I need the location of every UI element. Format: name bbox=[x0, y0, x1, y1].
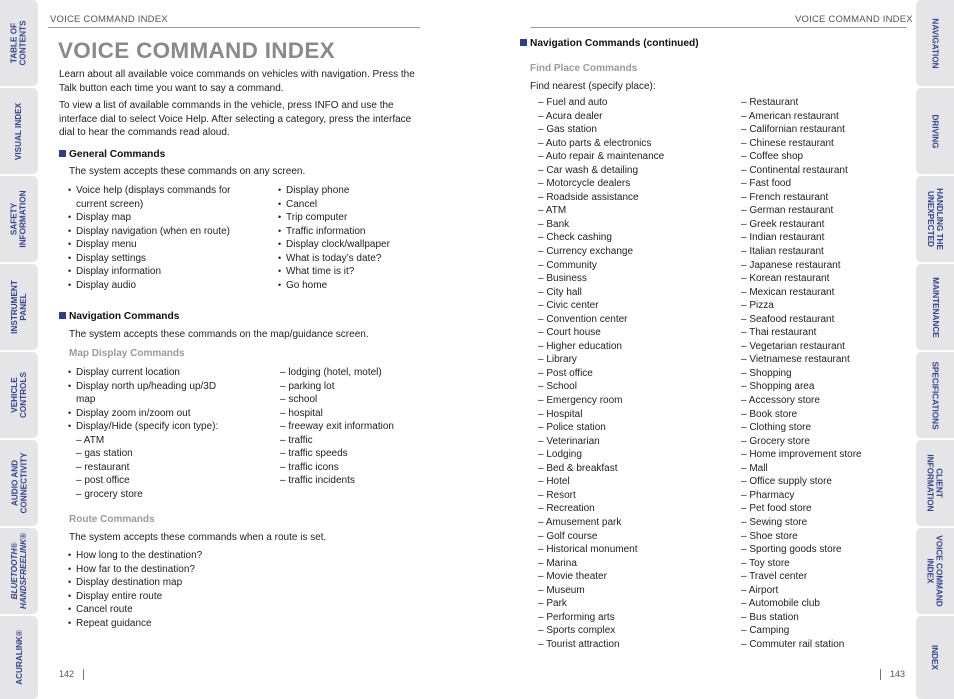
tab-label: VISUAL INDEX bbox=[14, 102, 24, 160]
route-commands-desc: The system accepts these commands when a route is set. bbox=[69, 532, 327, 543]
navigation-continued-heading bbox=[520, 38, 699, 49]
left-header-rule bbox=[48, 27, 420, 28]
list-item: – Shopping bbox=[741, 367, 792, 379]
list-subitem: – restaurant bbox=[76, 461, 130, 473]
list-item: • How far to the destination? bbox=[68, 563, 318, 577]
left-page-number-divider bbox=[83, 669, 84, 680]
tab-label: MAINTENANCE bbox=[930, 276, 940, 338]
route-commands-heading: Route Commands bbox=[69, 514, 155, 525]
list-item: • Display north up/heading up/3D map bbox=[68, 380, 236, 407]
list-item: – ATM bbox=[538, 205, 567, 217]
list-item: – Clothing store bbox=[741, 422, 812, 434]
list-item: – Continental restaurant bbox=[741, 164, 848, 176]
list-item: – Korean restaurant bbox=[741, 273, 830, 285]
list-item: – Historical monument bbox=[538, 544, 638, 556]
general-commands-heading bbox=[59, 149, 165, 160]
list-subitem: – freeway exit information bbox=[280, 421, 394, 433]
list-item: • Display destination map bbox=[68, 576, 318, 590]
list-item: – Commuter rail station bbox=[741, 638, 845, 650]
list-item: • Display navigation (when en route) bbox=[68, 225, 268, 239]
list-item: • Repeat guidance bbox=[68, 617, 318, 631]
list-item: – Recreation bbox=[538, 503, 595, 515]
list-item: • Display/Hide (specify icon type): bbox=[68, 420, 268, 434]
list-item: – Marina bbox=[538, 557, 577, 569]
right-header-rule bbox=[531, 27, 907, 28]
tab-index[interactable] bbox=[916, 616, 954, 699]
navigation-commands-heading bbox=[59, 311, 179, 322]
list-item: – Tourist attraction bbox=[538, 638, 620, 650]
list-item: – Car wash & detailing bbox=[538, 164, 639, 176]
list-item: • Display map bbox=[68, 211, 268, 225]
list-item: • Cancel bbox=[278, 198, 418, 212]
list-item: – Book store bbox=[741, 408, 798, 420]
tab-client-information[interactable] bbox=[916, 440, 954, 526]
list-item: – Camping bbox=[741, 625, 790, 637]
list-item: – Fast food bbox=[741, 178, 792, 190]
list-item: – Amusement park bbox=[538, 516, 622, 528]
list-item: – Emergency room bbox=[538, 395, 623, 407]
list-item: – Auto parts & electronics bbox=[538, 137, 652, 149]
list-subitem: – ATM bbox=[76, 434, 105, 446]
map-display-list-1 bbox=[68, 366, 268, 501]
list-item: – Gas station bbox=[538, 124, 597, 136]
tab-label: SAFETY INFORMATION bbox=[10, 190, 28, 248]
list-item: – Automobile club bbox=[741, 598, 820, 610]
tab-label: ACURALINK® bbox=[14, 630, 24, 685]
list-item: • Display zoom in/zoom out bbox=[68, 407, 268, 421]
list-item: – Pizza bbox=[741, 300, 774, 312]
left-page-number: 142 bbox=[59, 669, 75, 679]
list-item: – Pet food store bbox=[741, 503, 812, 515]
find-place-list-1 bbox=[538, 96, 733, 651]
right-section-tabs bbox=[916, 0, 954, 699]
list-item: – Civic center bbox=[538, 300, 599, 312]
list-item: – Greek restaurant bbox=[741, 218, 825, 230]
list-item: – Fuel and auto bbox=[538, 97, 608, 108]
list-item: – City hall bbox=[538, 286, 582, 298]
list-item: – Shoe store bbox=[741, 530, 798, 542]
list-item: • Display menu bbox=[68, 238, 268, 252]
list-item: – Office supply store bbox=[741, 476, 832, 488]
list-item: – Vegetarian restaurant bbox=[741, 340, 845, 352]
list-item: • What is today’s date? bbox=[278, 252, 418, 266]
tab-label: BLUETOOTH® HANDSFREELINK® bbox=[10, 532, 28, 610]
tab-label: SPECIFICATIONS bbox=[930, 360, 940, 430]
list-item: – Shopping area bbox=[741, 381, 815, 393]
list-item: – Veterinarian bbox=[538, 435, 600, 447]
list-subitem: – traffic bbox=[280, 434, 313, 446]
list-item: • How long to the destination? bbox=[68, 549, 318, 563]
list-item: – French restaurant bbox=[741, 191, 829, 203]
list-item: – Airport bbox=[741, 584, 779, 596]
list-item: – Sewing store bbox=[741, 516, 808, 528]
list-item: – Californian restaurant bbox=[741, 124, 845, 136]
list-item: – Pharmacy bbox=[741, 489, 795, 501]
tab-label: TABLE OF CONTENTS bbox=[10, 20, 28, 66]
list-item: – American restaurant bbox=[741, 110, 839, 122]
tab-label: HANDLING THE UNEXPECTED bbox=[926, 188, 945, 250]
list-item: – Bus station bbox=[741, 611, 799, 623]
list-item: – Park bbox=[538, 598, 567, 610]
list-item: – Post office bbox=[538, 367, 593, 379]
tab-handling-the-unexpected[interactable] bbox=[916, 176, 954, 262]
list-item: • Display phone bbox=[278, 184, 418, 198]
section-marker bbox=[59, 312, 66, 319]
tab-maintenance[interactable] bbox=[916, 264, 954, 350]
general-commands-heading-text: General Commands bbox=[69, 149, 166, 160]
tab-specifications[interactable] bbox=[916, 352, 954, 438]
list-item: – Bed & breakfast bbox=[538, 462, 618, 474]
list-subitem: – hospital bbox=[280, 407, 323, 419]
tab-bluetooth-handsfreelink[interactable] bbox=[0, 528, 38, 614]
tab-label: AUDIO AND CONNECTIVITY bbox=[10, 452, 28, 514]
section-marker bbox=[59, 150, 66, 157]
list-item: – Mexican restaurant bbox=[741, 286, 835, 298]
tab-driving[interactable] bbox=[916, 88, 954, 174]
list-item: • Display entire route bbox=[68, 590, 318, 604]
list-item: – Movie theater bbox=[538, 571, 607, 583]
list-item: – Resort bbox=[538, 489, 576, 501]
tab-visual-index[interactable] bbox=[0, 88, 38, 174]
list-item: – Museum bbox=[538, 584, 585, 596]
navigation-commands-heading-text: Navigation Commands bbox=[69, 311, 180, 322]
tab-table-of-contents[interactable] bbox=[0, 0, 38, 86]
list-item: – Check cashing bbox=[538, 232, 612, 244]
list-item: – Thai restaurant bbox=[741, 327, 817, 339]
tab-instrument-panel[interactable] bbox=[0, 264, 38, 350]
list-item: – Community bbox=[538, 259, 597, 271]
left-running-head: VOICE COMMAND INDEX bbox=[50, 14, 168, 25]
tab-label: VOICE COMMAND INDEX bbox=[926, 535, 945, 607]
tab-safety-information[interactable] bbox=[0, 176, 38, 262]
tab-audio-connectivity[interactable] bbox=[0, 440, 38, 526]
navigation-commands-desc: The system accepts these commands on the map/guidance screen. bbox=[69, 329, 369, 340]
list-item: – Restaurant bbox=[741, 97, 799, 108]
list-item: – Home improvement store bbox=[741, 449, 862, 461]
list-item: • Display information bbox=[68, 265, 268, 279]
find-place-intro: Find nearest (specify place): bbox=[530, 81, 656, 92]
list-subitem: – traffic speeds bbox=[280, 448, 348, 460]
tab-label: INDEX bbox=[930, 644, 940, 671]
list-item: – Italian restaurant bbox=[741, 246, 824, 258]
list-item: – Library bbox=[538, 354, 577, 366]
list-item: – Business bbox=[538, 273, 587, 285]
list-subitem: – lodging (hotel, motel) bbox=[280, 367, 382, 378]
list-item: – Toy store bbox=[741, 557, 790, 569]
intro-paragraph-2: To view a list of available commands in the vehicle, press INFO and use the interface dial to select Voice Help. After selecting a category, press the interface dial to hear the commands read aloud. bbox=[59, 100, 412, 139]
list-item: – Indian restaurant bbox=[741, 232, 825, 244]
map-display-commands-heading: Map Display Commands bbox=[69, 348, 185, 359]
route-commands-list bbox=[68, 549, 318, 630]
right-page-number: 143 bbox=[890, 669, 906, 679]
general-commands-desc: The system accepts these commands on any screen. bbox=[69, 166, 306, 177]
list-item: • Traffic information bbox=[278, 225, 418, 239]
list-item: – Japanese restaurant bbox=[741, 259, 841, 271]
list-item: – Motorcycle dealers bbox=[538, 178, 631, 190]
list-item: • What time is it? bbox=[278, 265, 418, 279]
list-item: – Roadside assistance bbox=[538, 191, 639, 203]
list-item: – Convention center bbox=[538, 313, 628, 325]
list-item: – Seafood restaurant bbox=[741, 313, 835, 325]
list-item: – Grocery store bbox=[741, 435, 810, 447]
list-item: – Police station bbox=[538, 422, 606, 434]
list-item: – Hospital bbox=[538, 408, 583, 420]
list-item: – Sporting goods store bbox=[741, 544, 842, 556]
list-item: – Auto repair & maintenance bbox=[538, 151, 665, 163]
intro-paragraph-1: Learn about all available voice commands on vehicles with navigation. Press the Talk button each time you want to say a command. bbox=[59, 69, 415, 94]
navigation-continued-heading-text: Navigation Commands (continued) bbox=[530, 38, 699, 49]
list-item: – Chinese restaurant bbox=[741, 137, 834, 149]
tab-vehicle-controls[interactable] bbox=[0, 352, 38, 438]
list-subitem: – school bbox=[280, 394, 318, 406]
list-subitem: – traffic incidents bbox=[280, 475, 355, 487]
tab-acuralink[interactable] bbox=[0, 616, 38, 699]
list-subitem: – grocery store bbox=[76, 488, 143, 500]
list-item: – Currency exchange bbox=[538, 246, 634, 258]
list-item: • Trip computer bbox=[278, 211, 418, 225]
map-display-list-2 bbox=[280, 366, 420, 488]
tab-label: DRIVING bbox=[930, 113, 940, 149]
left-section-tabs bbox=[0, 0, 38, 699]
right-running-head: VOICE COMMAND INDEX bbox=[795, 14, 913, 25]
section-marker bbox=[520, 39, 527, 46]
list-item: • Display settings bbox=[68, 252, 268, 266]
list-item: – Acura dealer bbox=[538, 110, 603, 122]
right-page-number-divider bbox=[880, 669, 881, 680]
list-item: • Go home bbox=[278, 279, 418, 293]
general-commands-list-1 bbox=[68, 184, 268, 292]
list-item: • Display current location bbox=[68, 366, 268, 380]
tab-voice-command-index[interactable] bbox=[916, 528, 954, 614]
list-item: • Display clock/wallpaper bbox=[278, 238, 418, 252]
list-item: – Higher education bbox=[538, 340, 622, 352]
list-item: – Performing arts bbox=[538, 611, 615, 623]
list-item: – Lodging bbox=[538, 449, 582, 461]
list-item: • Voice help (displays commands for current screen) bbox=[68, 184, 244, 211]
list-item: – Mall bbox=[741, 462, 768, 474]
page-title: VOICE COMMAND INDEX bbox=[58, 38, 335, 63]
list-item: – School bbox=[538, 381, 577, 393]
list-item: – Travel center bbox=[741, 571, 808, 583]
list-item: – Accessory store bbox=[741, 395, 820, 407]
general-commands-list-2 bbox=[278, 184, 418, 292]
list-subitem: – gas station bbox=[76, 448, 133, 460]
tab-label: CLIENT INFORMATION bbox=[926, 454, 944, 512]
list-item: – Court house bbox=[538, 327, 601, 339]
list-item: – Coffee shop bbox=[741, 151, 804, 163]
list-item: – Sports complex bbox=[538, 625, 616, 637]
list-item: – Vietnamese restaurant bbox=[741, 354, 850, 366]
tab-label: VEHICLE CONTROLS bbox=[10, 372, 29, 418]
list-item: • Cancel route bbox=[68, 603, 318, 617]
list-subitem: – post office bbox=[76, 475, 130, 487]
list-item: – Hotel bbox=[538, 476, 570, 488]
list-item: – German restaurant bbox=[741, 205, 834, 217]
list-subitem: – parking lot bbox=[280, 380, 335, 392]
find-place-commands-heading: Find Place Commands bbox=[530, 63, 638, 74]
list-item: • Display audio bbox=[68, 279, 268, 293]
tab-label: INSTRUMENT PANEL bbox=[10, 280, 29, 334]
list-item: – Bank bbox=[538, 218, 570, 230]
tab-navigation[interactable] bbox=[916, 0, 954, 86]
list-subitem: – traffic icons bbox=[280, 461, 339, 473]
tab-label: NAVIGATION bbox=[930, 17, 940, 69]
list-item: – Golf course bbox=[538, 530, 598, 542]
find-place-list-2 bbox=[741, 96, 911, 651]
